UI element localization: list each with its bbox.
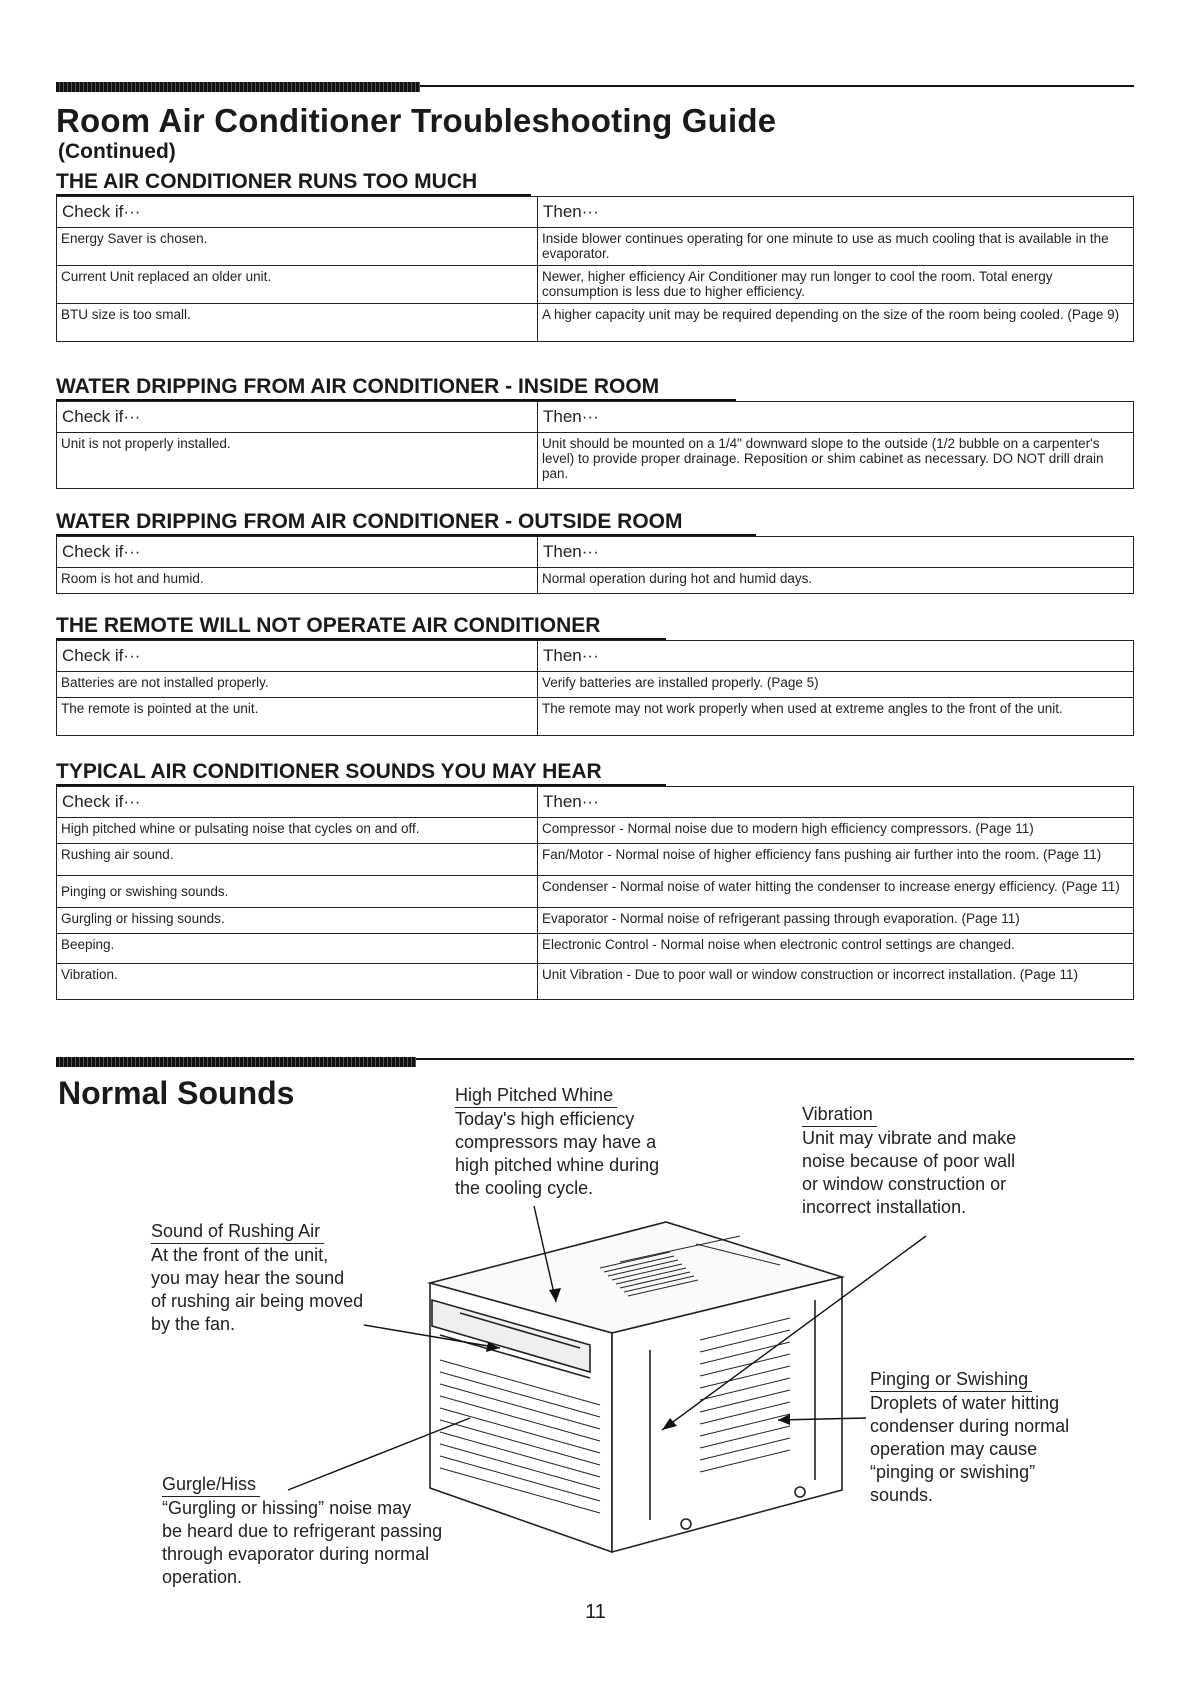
- page-subtitle: (Continued): [58, 140, 176, 163]
- callout-body: Today's high efficiency compressors may have a high pitched whine during the cooling cycle.: [455, 1109, 660, 1198]
- then-cell: Inside blower continues operating for one minute to use as much cooling that is available in the evaporator.: [538, 228, 1134, 266]
- col-header-then: Then···: [538, 197, 1134, 228]
- normal-sounds-title: Normal Sounds: [58, 1075, 295, 1111]
- then-cell: A higher capacity unit may be required depending on the size of the room being cooled. (Page 9): [538, 304, 1134, 342]
- callout-heading: Pinging or Swishing: [870, 1368, 1032, 1392]
- callout-vibration: [802, 1103, 1062, 1219]
- section-title: WATER DRIPPING FROM AIR CONDITIONER - INSIDE ROOM: [56, 375, 736, 401]
- section-title: THE REMOTE WILL NOT OPERATE AIR CONDITIONER: [56, 614, 666, 640]
- col-header-then: Then···: [538, 787, 1134, 818]
- col-header-then: Then···: [538, 402, 1134, 433]
- callout-body: Droplets of water hitting condenser during normal operation may cause “pinging or swishing” sounds.: [870, 1393, 1070, 1505]
- then-cell: Condenser - Normal noise of water hitting the condenser to increase energy efficiency. (Page 11): [538, 876, 1134, 908]
- then-cell: Compressor - Normal noise due to modern high efficiency compressors. (Page 11): [538, 818, 1134, 844]
- check-cell: High pitched whine or pulsating noise that cycles on and off.: [57, 818, 538, 844]
- col-header-check: Check if···: [57, 197, 538, 228]
- section-title: THE AIR CONDITIONER RUNS TOO MUCH: [56, 170, 531, 196]
- callout-high-pitched-whine: [455, 1084, 715, 1200]
- callout-heading: High Pitched Whine: [455, 1084, 617, 1108]
- callout-pinging-swishing: [870, 1368, 1130, 1507]
- check-cell: BTU size is too small.: [57, 304, 538, 342]
- then-cell: Fan/Motor - Normal noise of higher efficiency fans pushing air further into the room. (Page 11): [538, 844, 1134, 876]
- then-cell: Newer, higher efficiency Air Conditioner may run longer to cool the room. Total energy consumption is less due to higher efficiency.: [538, 266, 1134, 304]
- check-cell: Energy Saver is chosen.: [57, 228, 538, 266]
- callout-body: Unit may vibrate and make noise because of poor wall or window construction or incorrect installation.: [802, 1128, 1017, 1217]
- check-cell: The remote is pointed at the unit.: [57, 698, 538, 736]
- callout-gurgle-hiss: [162, 1473, 492, 1589]
- check-cell: Beeping.: [57, 934, 538, 964]
- then-cell: Unit should be mounted on a 1/4" downward slope to the outside (1/2 bubble on a carpenter's level) to provide proper drainage. Reposition or shim cabinet as necessary. DO NOT drill drain pan.: [538, 433, 1134, 489]
- check-cell: Batteries are not installed properly.: [57, 672, 538, 698]
- check-cell: Unit is not properly installed.: [57, 433, 538, 489]
- then-cell: Evaporator - Normal noise of refrigerant passing through evaporation. (Page 11): [538, 908, 1134, 934]
- check-cell: Gurgling or hissing sounds.: [57, 908, 538, 934]
- then-cell: Electronic Control - Normal noise when electronic control settings are changed.: [538, 934, 1134, 964]
- callout-heading: Vibration: [802, 1103, 877, 1127]
- then-cell: Normal operation during hot and humid days.: [538, 568, 1134, 594]
- col-header-check: Check if···: [57, 641, 538, 672]
- check-cell: Current Unit replaced an older unit.: [57, 266, 538, 304]
- check-cell: Rushing air sound.: [57, 844, 538, 876]
- callout-heading: Sound of Rushing Air: [151, 1220, 324, 1244]
- col-header-check: Check if···: [57, 537, 538, 568]
- check-cell: Pinging or swishing sounds.: [57, 876, 538, 908]
- col-header-check: Check if···: [57, 787, 538, 818]
- callout-heading: Gurgle/Hiss: [162, 1473, 260, 1497]
- then-cell: Verify batteries are installed properly. (Page 5): [538, 672, 1134, 698]
- check-cell: Vibration.: [57, 964, 538, 1000]
- section-title: TYPICAL AIR CONDITIONER SOUNDS YOU MAY HEAR: [56, 760, 666, 786]
- col-header-check: Check if···: [57, 402, 538, 433]
- col-header-then: Then···: [538, 537, 1134, 568]
- callout-body: At the front of the unit, you may hear the sound of rushing air being moved by the fan.: [151, 1245, 364, 1334]
- callout-body: “Gurgling or hissing” noise may be heard due to refrigerant passing through evaporator during normal operation.: [162, 1498, 443, 1587]
- col-header-then: Then···: [538, 641, 1134, 672]
- page-number: 11: [585, 1601, 606, 1623]
- page-title: Room Air Conditioner Troubleshooting Guide: [56, 102, 777, 139]
- section-title: WATER DRIPPING FROM AIR CONDITIONER - OUTSIDE ROOM: [56, 510, 756, 536]
- then-cell: Unit Vibration - Due to poor wall or window construction or incorrect installation. (Page 11): [538, 964, 1134, 1000]
- check-cell: Room is hot and humid.: [57, 568, 538, 594]
- then-cell: The remote may not work properly when used at extreme angles to the front of the unit.: [538, 698, 1134, 736]
- callout-rushing-air: [151, 1220, 411, 1336]
